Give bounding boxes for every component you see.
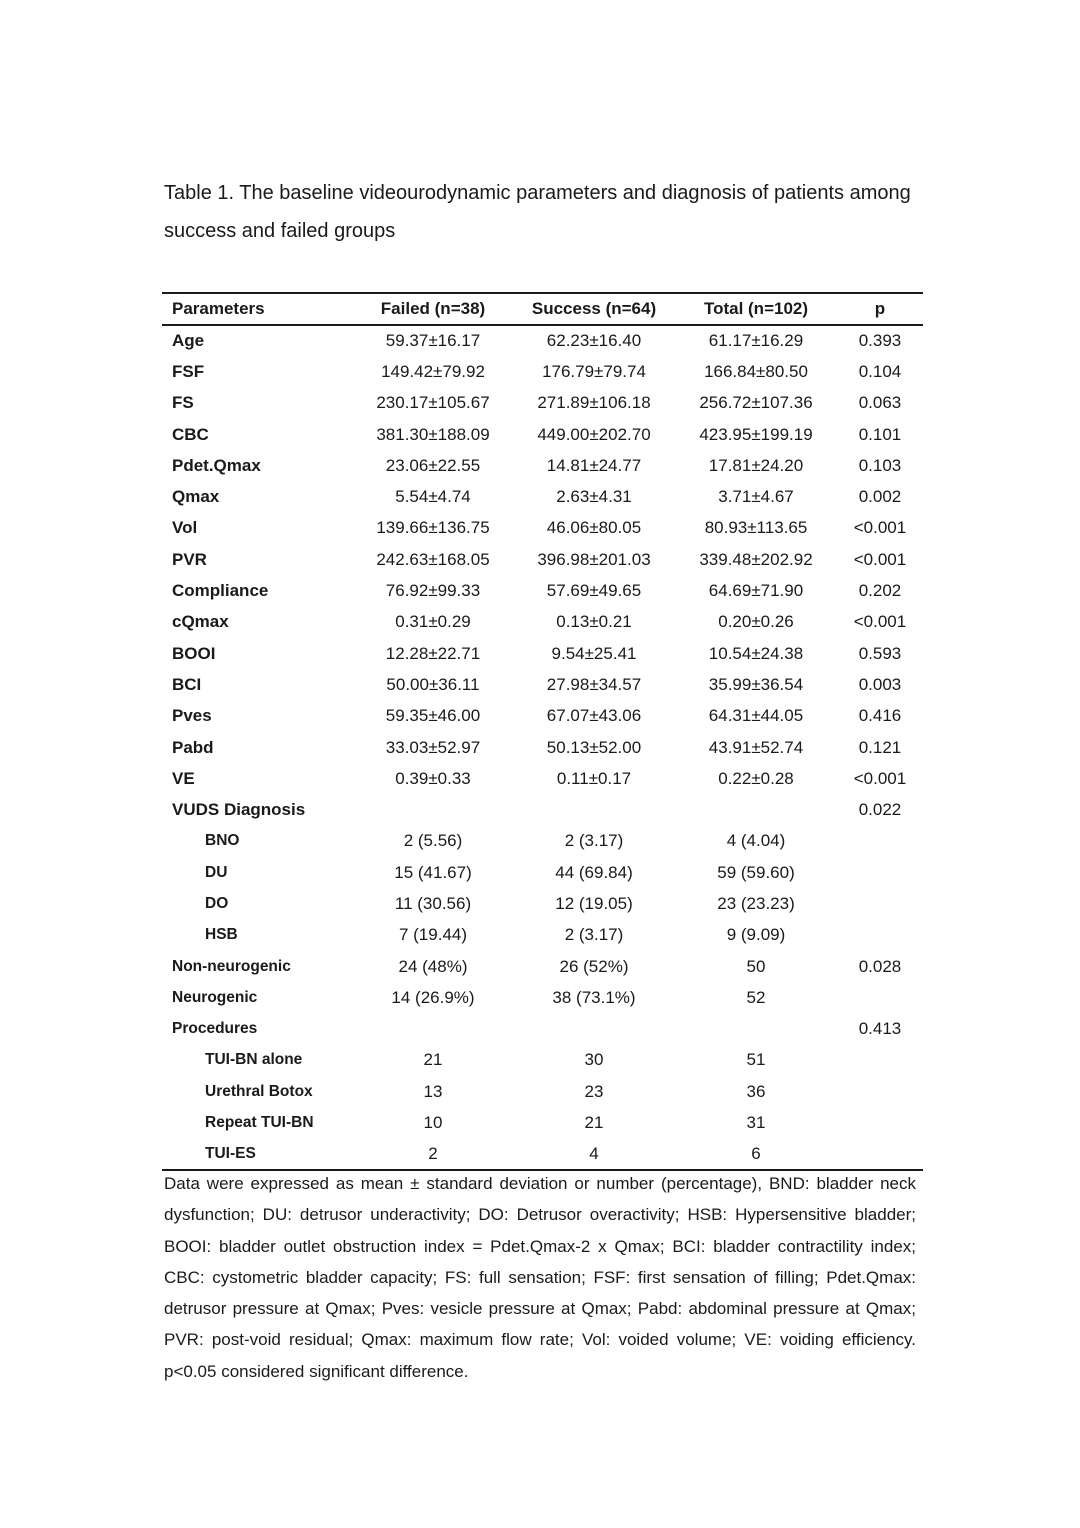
p-value-cell: 0.121 [858, 737, 902, 757]
p-value-cell: 0.028 [858, 956, 902, 976]
p-value-cell: 0.416 [858, 706, 902, 726]
p-value-cell [837, 857, 923, 888]
p-value-cell: <0.001 [853, 612, 907, 632]
total-cell: 10.54±24.38 [708, 643, 804, 663]
table-row [162, 481, 923, 512]
p-value-cell [837, 920, 923, 951]
success-cell: 4 [513, 1139, 675, 1170]
total-cell: 43.91±52.74 [708, 737, 804, 757]
row-label: VUDS Diagnosis [172, 800, 306, 820]
failed-cell: 230.17±105.67 [376, 393, 490, 413]
header-parameters: Parameters [162, 293, 353, 325]
table-row [162, 1107, 923, 1138]
failed-cell: 242.63±168.05 [376, 549, 490, 569]
p-value-cell: 0.393 [858, 331, 902, 351]
row-label: Non-neurogenic [172, 957, 291, 975]
success-cell [513, 1014, 675, 1045]
success-cell: 14.81±24.77 [546, 455, 642, 475]
total-cell: 64.31±44.05 [708, 706, 804, 726]
failed-cell: 24 (48%) [398, 956, 468, 976]
total-cell [675, 794, 837, 825]
failed-cell: 50.00±36.11 [386, 674, 480, 694]
p-value-cell [837, 1107, 923, 1138]
total-cell: 166.84±80.50 [704, 361, 808, 381]
p-value-cell: 0.022 [858, 800, 902, 820]
row-label: DU [205, 863, 228, 881]
table-body [162, 325, 923, 1170]
success-cell: 2 (3.17) [564, 925, 624, 945]
p-value-cell: 0.104 [858, 361, 902, 381]
row-label: TUI-BN alone [205, 1051, 303, 1069]
row-label: Procedures [172, 1020, 258, 1038]
total-cell: 59 (59.60) [717, 862, 795, 882]
header-p: p [837, 293, 923, 325]
p-value-cell [837, 982, 923, 1013]
row-label: CBC [172, 424, 209, 444]
row-label: BNO [205, 832, 240, 850]
failed-cell: 33.03±52.97 [385, 737, 481, 757]
row-label: Neurogenic [172, 988, 258, 1006]
failed-cell [353, 1014, 513, 1045]
success-cell: 44 (69.84) [555, 862, 633, 882]
success-cell: 0.11±0.17 [556, 768, 632, 788]
total-cell: 4 (4.04) [726, 831, 786, 851]
row-label: TUI-ES [162, 1139, 353, 1170]
table-row [162, 920, 923, 951]
total-cell: 36 [746, 1081, 766, 1101]
total-cell: 61.17±16.29 [708, 331, 804, 351]
success-cell: 38 (73.1%) [552, 987, 636, 1007]
total-cell: 0.22±0.28 [718, 768, 794, 788]
table-row [162, 575, 923, 606]
row-label: Pves [172, 706, 212, 726]
failed-cell: 11 (30.56) [394, 893, 472, 913]
success-cell: 21 [584, 1113, 604, 1133]
table-row [162, 857, 923, 888]
failed-cell: 0.39±0.33 [395, 768, 471, 788]
success-cell: 46.06±80.05 [546, 518, 642, 538]
table-row [162, 826, 923, 857]
success-cell: 449.00±202.70 [537, 424, 651, 444]
success-cell: 271.89±106.18 [537, 393, 651, 413]
row-label: PVR [172, 549, 207, 569]
failed-cell [353, 794, 513, 825]
total-cell: 51 [746, 1050, 766, 1070]
row-label: BOOI [172, 643, 216, 663]
row-label: Qmax [172, 487, 220, 507]
table-row [162, 669, 923, 700]
row-label: HSB [205, 926, 238, 944]
success-cell: 27.98±34.57 [546, 674, 642, 694]
failed-cell: 2 (5.56) [403, 831, 463, 851]
failed-cell: 0.31±0.29 [395, 612, 471, 632]
p-value-cell [837, 888, 923, 919]
table-row [162, 1076, 923, 1107]
row-label: VE [172, 768, 195, 788]
success-cell: 9.54±25.41 [551, 643, 637, 663]
failed-cell: 59.35±46.00 [385, 706, 481, 726]
success-cell: 50.13±52.00 [546, 737, 642, 757]
failed-cell: 10 [423, 1113, 443, 1133]
failed-cell: 13 [423, 1081, 443, 1101]
failed-cell: 5.54±4.74 [395, 487, 471, 507]
header-total: Total (n=102) [675, 293, 837, 325]
table-row [162, 638, 923, 669]
success-cell: 23 [584, 1081, 604, 1101]
header-failed: Failed (n=38) [353, 293, 513, 325]
row-label: Vol [172, 518, 198, 538]
total-cell: 423.95±199.19 [699, 424, 813, 444]
table-row [162, 513, 923, 544]
failed-cell: 7 (19.44) [398, 925, 468, 945]
success-cell: 26 (52%) [559, 956, 629, 976]
total-cell: 256.72±107.36 [699, 393, 813, 413]
table-row [162, 1139, 923, 1170]
p-value-cell: <0.001 [853, 768, 907, 788]
table-row [162, 450, 923, 481]
table-row [162, 388, 923, 419]
total-cell: 17.81±24.20 [708, 455, 804, 475]
total-cell: 50 [746, 956, 766, 976]
p-value-cell [837, 826, 923, 857]
p-value-cell: 0.063 [858, 393, 902, 413]
total-cell: 23 (23.23) [717, 893, 795, 913]
table-row [162, 607, 923, 638]
row-label: Compliance [172, 581, 269, 601]
success-cell: 176.79±79.74 [542, 361, 646, 381]
row-label: BCI [172, 674, 202, 694]
table-header [162, 293, 923, 325]
table-row [162, 1045, 923, 1076]
table-row [162, 701, 923, 732]
total-cell: 64.69±71.90 [708, 581, 804, 601]
table-caption: Table 1. The baseline videourodynamic parameters and diagnosis of patients among success and failed groups [164, 182, 911, 242]
failed-cell: 14 (26.9%) [391, 987, 475, 1007]
table-row [162, 951, 923, 982]
p-value-cell: 0.003 [858, 674, 902, 694]
total-cell: 9 (9.09) [726, 925, 786, 945]
p-value-cell [837, 1139, 923, 1170]
failed-cell: 2 [353, 1139, 513, 1170]
failed-cell: 139.66±136.75 [376, 518, 490, 538]
total-cell: 339.48±202.92 [699, 549, 813, 569]
total-cell: 31 [746, 1113, 766, 1133]
p-value-cell: 0.593 [858, 643, 902, 663]
success-cell: 12 (19.05) [555, 893, 633, 913]
failed-cell: 12.28±22.71 [385, 643, 481, 663]
p-value-cell: 0.413 [858, 1019, 902, 1039]
table-row [162, 732, 923, 763]
success-cell [513, 794, 675, 825]
parameters-table [162, 292, 923, 1171]
total-cell: 0.20±0.26 [718, 612, 794, 632]
table-row [162, 794, 923, 825]
row-label: Repeat TUI-BN [205, 1114, 314, 1132]
row-label: cQmax [172, 612, 229, 632]
table-row [162, 763, 923, 794]
row-label: FS [172, 393, 194, 413]
success-cell: 67.07±43.06 [546, 706, 642, 726]
table-row [162, 1014, 923, 1045]
success-cell: 0.13±0.21 [556, 612, 632, 632]
success-cell: 30 [584, 1050, 604, 1070]
failed-cell: 23.06±22.55 [385, 455, 481, 475]
p-value-cell: 0.202 [858, 581, 902, 601]
total-cell: 52 [746, 987, 766, 1007]
total-cell: 3.71±4.67 [718, 487, 794, 507]
table-row [162, 888, 923, 919]
p-value-cell: <0.001 [853, 549, 907, 569]
table-row [162, 325, 923, 356]
success-cell: 57.69±49.65 [546, 581, 642, 601]
row-label: FSF [172, 361, 205, 381]
p-value-cell: 0.002 [858, 487, 902, 507]
table-row [162, 356, 923, 387]
table-row [162, 544, 923, 575]
total-cell [675, 1014, 837, 1045]
header-success: Success (n=64) [513, 293, 675, 325]
table-row [162, 982, 923, 1013]
total-cell: 6 [675, 1139, 837, 1170]
row-label: DO [205, 894, 229, 912]
success-cell: 396.98±201.03 [537, 549, 651, 569]
success-cell: 2 (3.17) [564, 831, 624, 851]
table-footnote: Data were expressed as mean ± standard deviation or number (percentage), BND: bladder neck dysfunction; DU: detrusor underactivity; DO: Detrusor overactivity; HSB: Hypersensitive bladder; BOOI: bladder outlet obstruction index = Pdet.Qmax-2 x Qmax; BCI: bladder contractility index; CBC: cystometric bladder capacity; FS: full sensation; FSF: first sensation of filling; Pdet.Qmax: detrusor pressure at Qmax; Pves: vesicle pressure at Qmax; Pabd: abdominal pressure at Qmax; PVR: post-void residual; Qmax: maximum flow rate; Vol: voided volume; VE: voiding efficiency. p<0.05 considered significant difference. [164, 1174, 916, 1381]
row-label: Pabd [172, 737, 214, 757]
total-cell: 80.93±113.65 [704, 518, 808, 538]
row-label: Age [172, 331, 205, 351]
p-value-cell: 0.103 [858, 455, 902, 475]
p-value-cell: <0.001 [853, 518, 907, 538]
success-cell: 62.23±16.40 [546, 331, 642, 351]
table-row [162, 419, 923, 450]
row-label: Pdet.Qmax [172, 455, 261, 475]
header-row [162, 293, 923, 325]
failed-cell: 76.92±99.33 [385, 581, 481, 601]
failed-cell: 381.30±188.09 [376, 424, 490, 444]
success-cell: 2.63±4.31 [556, 487, 632, 507]
row-label: Urethral Botox [205, 1082, 313, 1100]
total-cell: 35.99±36.54 [708, 674, 804, 694]
p-value-cell [837, 1076, 923, 1107]
p-value-cell [837, 1045, 923, 1076]
failed-cell: 21 [423, 1050, 443, 1070]
failed-cell: 149.42±79.92 [381, 361, 485, 381]
failed-cell: 15 (41.67) [394, 862, 472, 882]
p-value-cell: 0.101 [858, 424, 902, 444]
failed-cell: 59.37±16.17 [385, 331, 481, 351]
